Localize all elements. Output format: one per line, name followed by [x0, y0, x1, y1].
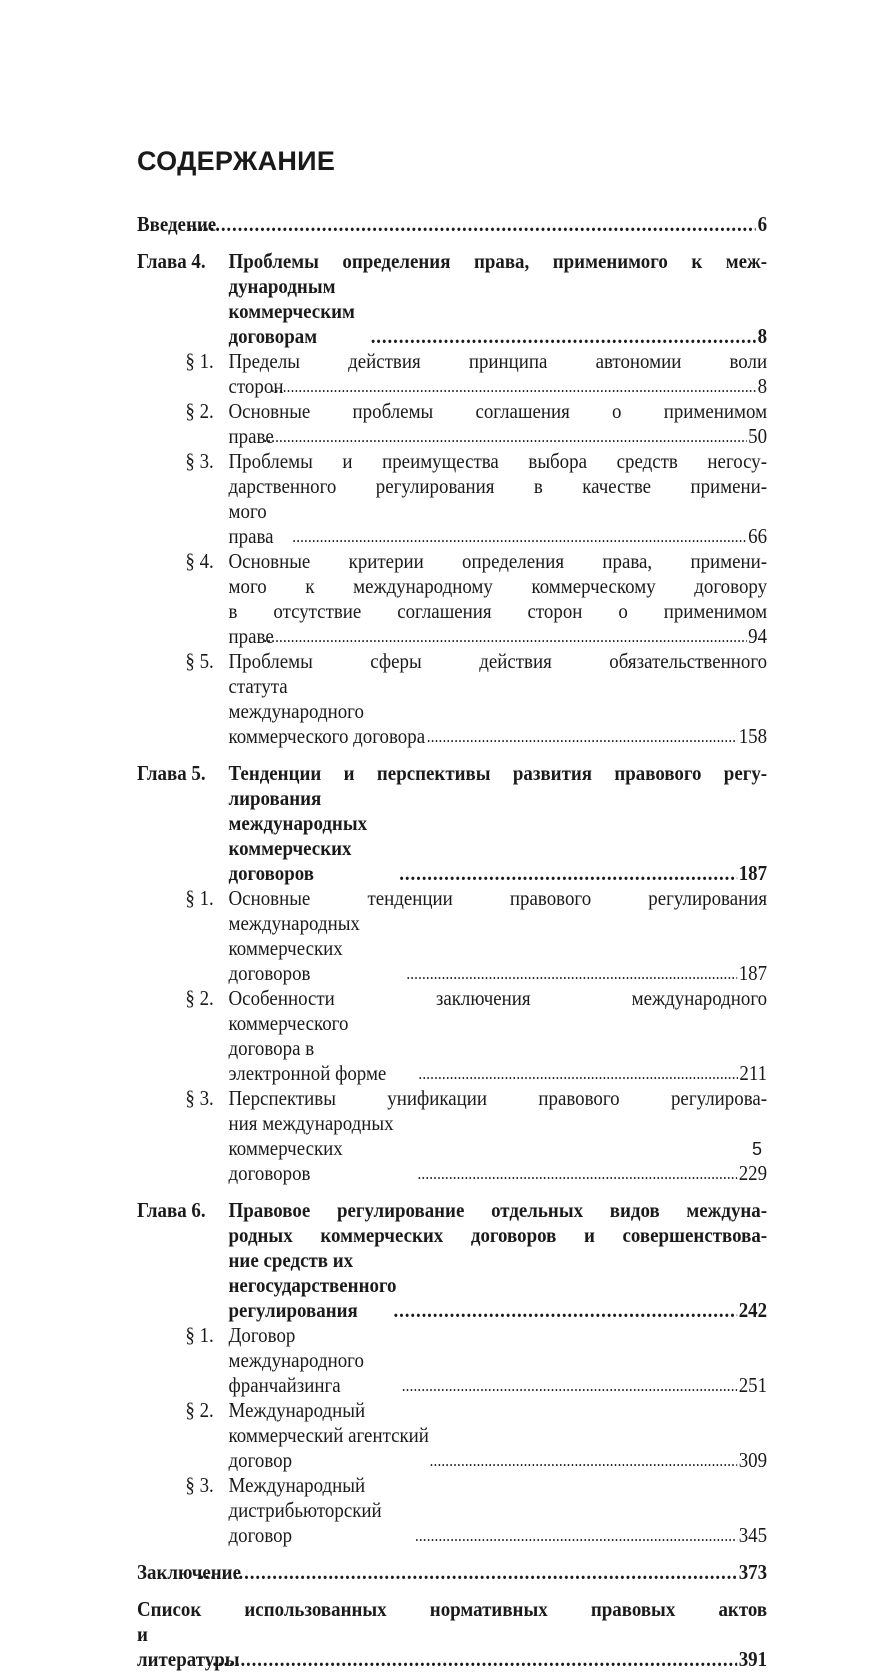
- toc-entry-section: [137, 886, 767, 986]
- page-number: 5: [752, 1139, 763, 1159]
- leader-dots: [263, 424, 746, 449]
- toc-entry-text: лирования международных коммерческих договоров: [228, 786, 368, 885]
- toc-entry-text: мого права: [228, 499, 274, 548]
- toc-entry-text: праве: [228, 424, 274, 448]
- toc-page-number: 158: [738, 724, 768, 748]
- leader-dots: [418, 1161, 737, 1186]
- toc-page-number: 187: [738, 961, 768, 985]
- toc-entry-label: Глава 5.: [137, 761, 206, 785]
- toc-entry-label: § 1.: [185, 886, 214, 910]
- toc-entry-text: Тенденции и перспективы развития правового регу-: [228, 761, 768, 785]
- toc-entry-text: Основные тенденции правового регулирования: [228, 886, 768, 910]
- toc-entry-text: дународным коммерческим договорам: [228, 274, 355, 348]
- toc-entry-text: и литературы: [137, 1622, 240, 1671]
- toc-entry-text: Проблемы сферы действия обязательственного: [228, 649, 768, 673]
- leader-dots: [430, 1448, 737, 1473]
- toc-page-number: 373: [738, 1560, 768, 1584]
- toc-page-number: 229: [738, 1161, 768, 1185]
- toc-page-number: 66: [748, 524, 768, 548]
- toc-page-number: 8: [757, 324, 768, 348]
- leader-dots: [271, 374, 756, 399]
- toc-entry-text: мого к международному коммерческому договору: [228, 574, 768, 598]
- toc-entry-intro: [137, 1597, 767, 1672]
- toc-entry-section: [137, 1398, 767, 1473]
- toc-entry-text: ния международных коммерческих договоров: [228, 1111, 394, 1185]
- leader-dots: [292, 524, 746, 549]
- toc-entry-text: Перспективы унификации правового регулирова-: [228, 1086, 768, 1110]
- toc-entry-text: Правовое регулирование отдельных видов междуна-: [228, 1198, 768, 1222]
- toc-page-number: 94: [748, 624, 768, 648]
- toc-entry-text: праве: [228, 624, 274, 648]
- toc-page-number: 211: [739, 1061, 768, 1085]
- leader-dots: [371, 324, 756, 349]
- toc-page-number: 391: [738, 1647, 768, 1671]
- toc-entry-section: [137, 549, 767, 649]
- toc-entry-text: сторон: [228, 374, 284, 398]
- toc-entry-label: § 4.: [185, 549, 214, 573]
- toc-entry-text: Основные проблемы соглашения о применимом: [228, 399, 768, 423]
- toc-entry-text: Международный дистрибьюторский договор: [228, 1473, 382, 1547]
- toc-entry-text: Проблемы определения права, применимого к меж-: [228, 249, 768, 273]
- toc-entry-text: Основные критерии определения права, примени-: [228, 549, 768, 573]
- leader-dots: [406, 961, 737, 986]
- toc-entry-section: [137, 1323, 767, 1398]
- leader-dots: [263, 624, 746, 649]
- leader-dots: [207, 1647, 737, 1672]
- toc-entry-text: международных коммерческих договоров: [228, 911, 360, 985]
- toc-page-number: 187: [738, 861, 768, 885]
- leader-dots: [187, 212, 756, 237]
- leader-dots: [199, 1560, 737, 1585]
- toc-page-number: 309: [738, 1448, 768, 1472]
- toc-entry-label: § 3.: [185, 1473, 214, 1497]
- toc-entry-section: [137, 649, 767, 749]
- toc-page-number: 8: [757, 374, 768, 398]
- toc-page-number: 251: [738, 1373, 768, 1397]
- toc-entry-label: § 2.: [185, 1398, 214, 1422]
- toc-page-number: 242: [738, 1298, 768, 1322]
- toc-entry-text: Заключение: [137, 1560, 241, 1584]
- page-title: СОДЕРЖАНИЕ: [137, 146, 336, 176]
- toc-entry-section: [137, 399, 767, 449]
- toc-entry-text: Международный коммерческий агентский договор: [228, 1398, 429, 1472]
- toc-entry-text: Пределы действия принципа автономии воли: [228, 349, 768, 373]
- toc-entry-text: Введение: [137, 212, 217, 236]
- toc-entry-label: § 3.: [185, 449, 214, 473]
- toc-entry-label: Глава 6.: [137, 1198, 206, 1222]
- toc-entry-section: [137, 449, 767, 549]
- toc-page-number: 50: [748, 424, 768, 448]
- toc-page-number: 345: [738, 1523, 768, 1547]
- toc-entry-chapter: [137, 761, 767, 886]
- toc-entry-chapter: [137, 249, 767, 349]
- toc-entry-text: в отсутствие соглашения сторон о применимом: [228, 599, 768, 623]
- toc-entry-text: ние средств их негосударственного регулирования: [228, 1248, 397, 1322]
- toc-entry-text: Договор международного франчайзинга: [228, 1323, 364, 1397]
- toc-entry-label: § 1.: [185, 1323, 214, 1347]
- toc-entry-chapter: [137, 1198, 767, 1323]
- toc-entry-label: § 3.: [185, 1086, 214, 1110]
- toc-entry-text: Список использованных нормативных правовых актов: [137, 1597, 768, 1621]
- toc-entry-label: § 5.: [185, 649, 214, 673]
- toc-entry-text: коммерческого договора в электронной форме: [228, 1011, 387, 1085]
- toc-entry-text: Проблемы и преимущества выбора средств негосу-: [228, 449, 768, 473]
- leader-dots: [402, 1373, 737, 1398]
- toc-entry-label: § 1.: [185, 349, 214, 373]
- toc-entry-label: § 2.: [185, 986, 214, 1010]
- toc-entry-section: [137, 1473, 767, 1548]
- toc-entry-section: [137, 1086, 767, 1186]
- toc-entry-text: родных коммерческих договоров и совершенствова-: [228, 1223, 768, 1247]
- toc-entry-section: [137, 986, 767, 1086]
- toc-entry-text: статута международного коммерческого договора: [228, 674, 426, 748]
- toc-entry-section: [137, 349, 767, 399]
- toc-entry-intro: [137, 1560, 767, 1585]
- table-of-contents: [137, 212, 767, 1672]
- toc-entry-label: Глава 4.: [137, 249, 206, 273]
- toc-page-number: 6: [757, 212, 768, 236]
- leader-dots: [394, 1298, 737, 1323]
- toc-entry-label: § 2.: [185, 399, 214, 423]
- leader-dots: [418, 1061, 737, 1086]
- toc-entry-intro: [137, 212, 767, 237]
- leader-dots: [427, 724, 737, 749]
- leader-dots: [415, 1523, 737, 1548]
- toc-entry-text: дарственного регулирования в качестве примени-: [228, 474, 768, 498]
- leader-dots: [399, 861, 737, 886]
- toc-entry-text: Особенности заключения международного: [228, 986, 768, 1010]
